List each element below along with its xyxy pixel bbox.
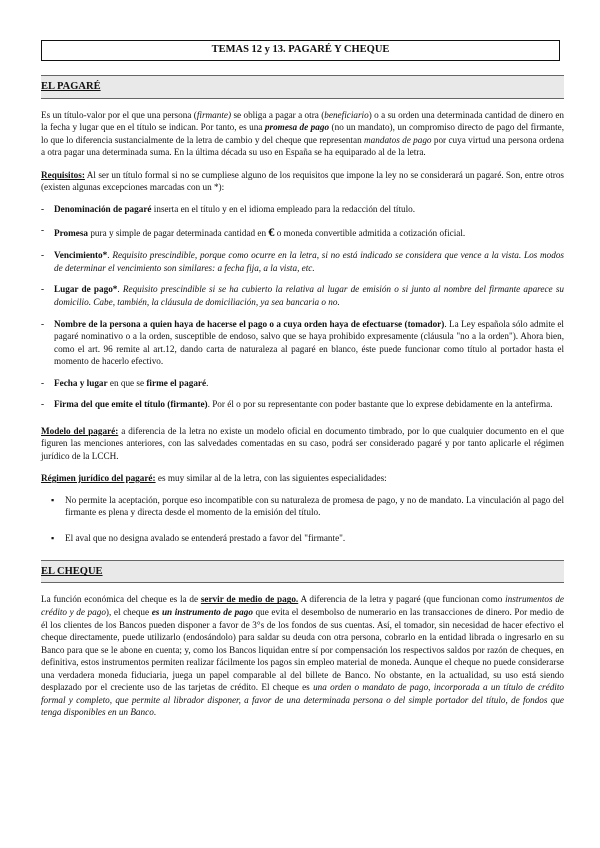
cheque-paragraph: La función económica del cheque es la de servir de medio de pago. A diferencia de la letra y pagaré (que funcionan como instrumentos de crédito y de pago), el cheque es un instrumento de pago que evita el desembolso de numerario en las transacciones de dinero. Por medio de él los clientes de los Bancos pueden disponer a favor de 3°s de los fondos de sus cuentas. Así, el tomador, sin necesidad de hacer efectivo el cheque directamente, puede utilizarlo (endosándolo) para saldar su deuda con otra persona, cobrarlo en la entidad librada o ingresarlo en su Banco para que se le abone en cuenta; y, como los Bancos liquidan entre sí por compensación los respectivos saldos por razón de cheques, en definitiva, estos instrumentos permiten realizar fácilmente los pagos sin empleo material de moneda. Aunque el cheque no puede considerarse una verdadera moneda fiduciaria, juega un papel comparable al del billete de Banco. No obstante, en la actualidad, su uso está siendo desplazado por el creciente uso de las tarjetas de crédito. El cheque es una orden o mandato de pago, incorporada a un título de crédito formal y completo, que permite al librador disponer, a favor de una determinada persona o del simple portador del título, de fondos que tenga disponibles en un Banco. [41, 594, 565, 718]
regimen-list [41, 494, 564, 545]
list-item: - Denominación de pagaré inserta en el título y en el idioma empleado para la redacción del título. [41, 203, 564, 216]
list-item: - Fecha y lugar en que se firme el pagaré. [41, 377, 564, 390]
list-item: ▪ El aval que no designa avalado se entenderá prestado a favor del "firmante". [51, 532, 564, 545]
regimen-paragraph: Régimen jurídico del pagaré: es muy similar al de la letra, con las siguientes especialidades: [41, 473, 387, 484]
list-item: - Vencimiento*. Requisito prescindible, porque como ocurre en la letra, si no está indicado se considera que vence a la vista. Los modos de determinar el vencimiento son similares: a fecha fija, a la vista, etc. [41, 249, 564, 274]
modelo-label: Modelo del pagaré: [41, 425, 119, 436]
requisitos-label: Requisitos: [41, 169, 85, 180]
requisitos-list [41, 203, 564, 411]
regimen-label: Régimen jurídico del pagaré: [41, 473, 156, 484]
list-item: - Firma del que emite el título (firmante). Por él o por su representante con poder bastante que lo exprese debidamente en la antefirma. [41, 398, 564, 411]
list-item: - Lugar de pago*. Requisito prescindible si se ha cubierto la relativa al lugar de emisión o si junto al nombre del firmante aparece su domicilio. Cabe, también, la cláusula de domiciliación, ya sea bancaria o no. [41, 283, 564, 308]
section-heading-pagare: EL PAGARÉ [41, 75, 564, 98]
list-item: - Nombre de la persona a quien haya de hacerse el pago o a cuya orden haya de efectuarse (tomador). La Ley española sólo admite el pagaré nominativo o a la orden, susceptible de endoso, salvo que se haya prohibido expresamente (cláusula "no a la orden"). Ahora bien, como el art. 96 remite al art.12, dando carta de naturaleza al pagaré en blanco, éste puede funcionar como título al portador hasta el momento de hacerlo efectivo. [41, 318, 564, 368]
pagare-intro: Es un título-valor por el que una persona (firmante) se obliga a pagar a otra (beneficiario) o a su orden una determinada cantidad de dinero en la fecha y lugar que en el título se indican. Por tanto, es una promesa de pago (no un mandato), un compromiso directo de pago del firmante, lo que lo diferencia sustancialmente de la letra de cambio y del cheque que representan mandatos de pago por cuya virtud una persona ordena a otra pagar una determinada suma. En la última década su uso en España se ha equiparado al de la letra. [41, 109, 565, 158]
section-heading-cheque: EL CHEQUE [41, 560, 564, 583]
modelo-paragraph: Modelo del pagaré: a diferencia de la letra no existe un modelo oficial en documento timbrado, por lo que cualquier documento en el que figuren las menciones anteriores, con las salvedades comentadas en su caso, podrá ser considerado pagaré y por tanto aplicarle el régimen jurídico de la LCCH. [41, 425, 564, 461]
list-item: ▪ No permite la aceptación, porque eso incompatible con su naturaleza de promesa de pago, y no de mandato. La vinculación al pago del firmante es plena y directa desde el momento de la emisión del título. [51, 494, 564, 519]
euro-symbol: € [268, 225, 275, 240]
list-item: - Promesa pura y simple de pagar determinada cantidad en € o moneda convertible admitida a cotización oficial. [41, 224, 564, 240]
document-title: TEMAS 12 y 13. PAGARÉ Y CHEQUE [41, 40, 560, 61]
requisitos-paragraph: Requisitos: Al ser un título formal si no se cumpliese alguno de los requisitos que impone la ley no se considerará un pagaré. Son, entre otros (existen algunas excepciones marcadas con un *): [41, 169, 564, 193]
